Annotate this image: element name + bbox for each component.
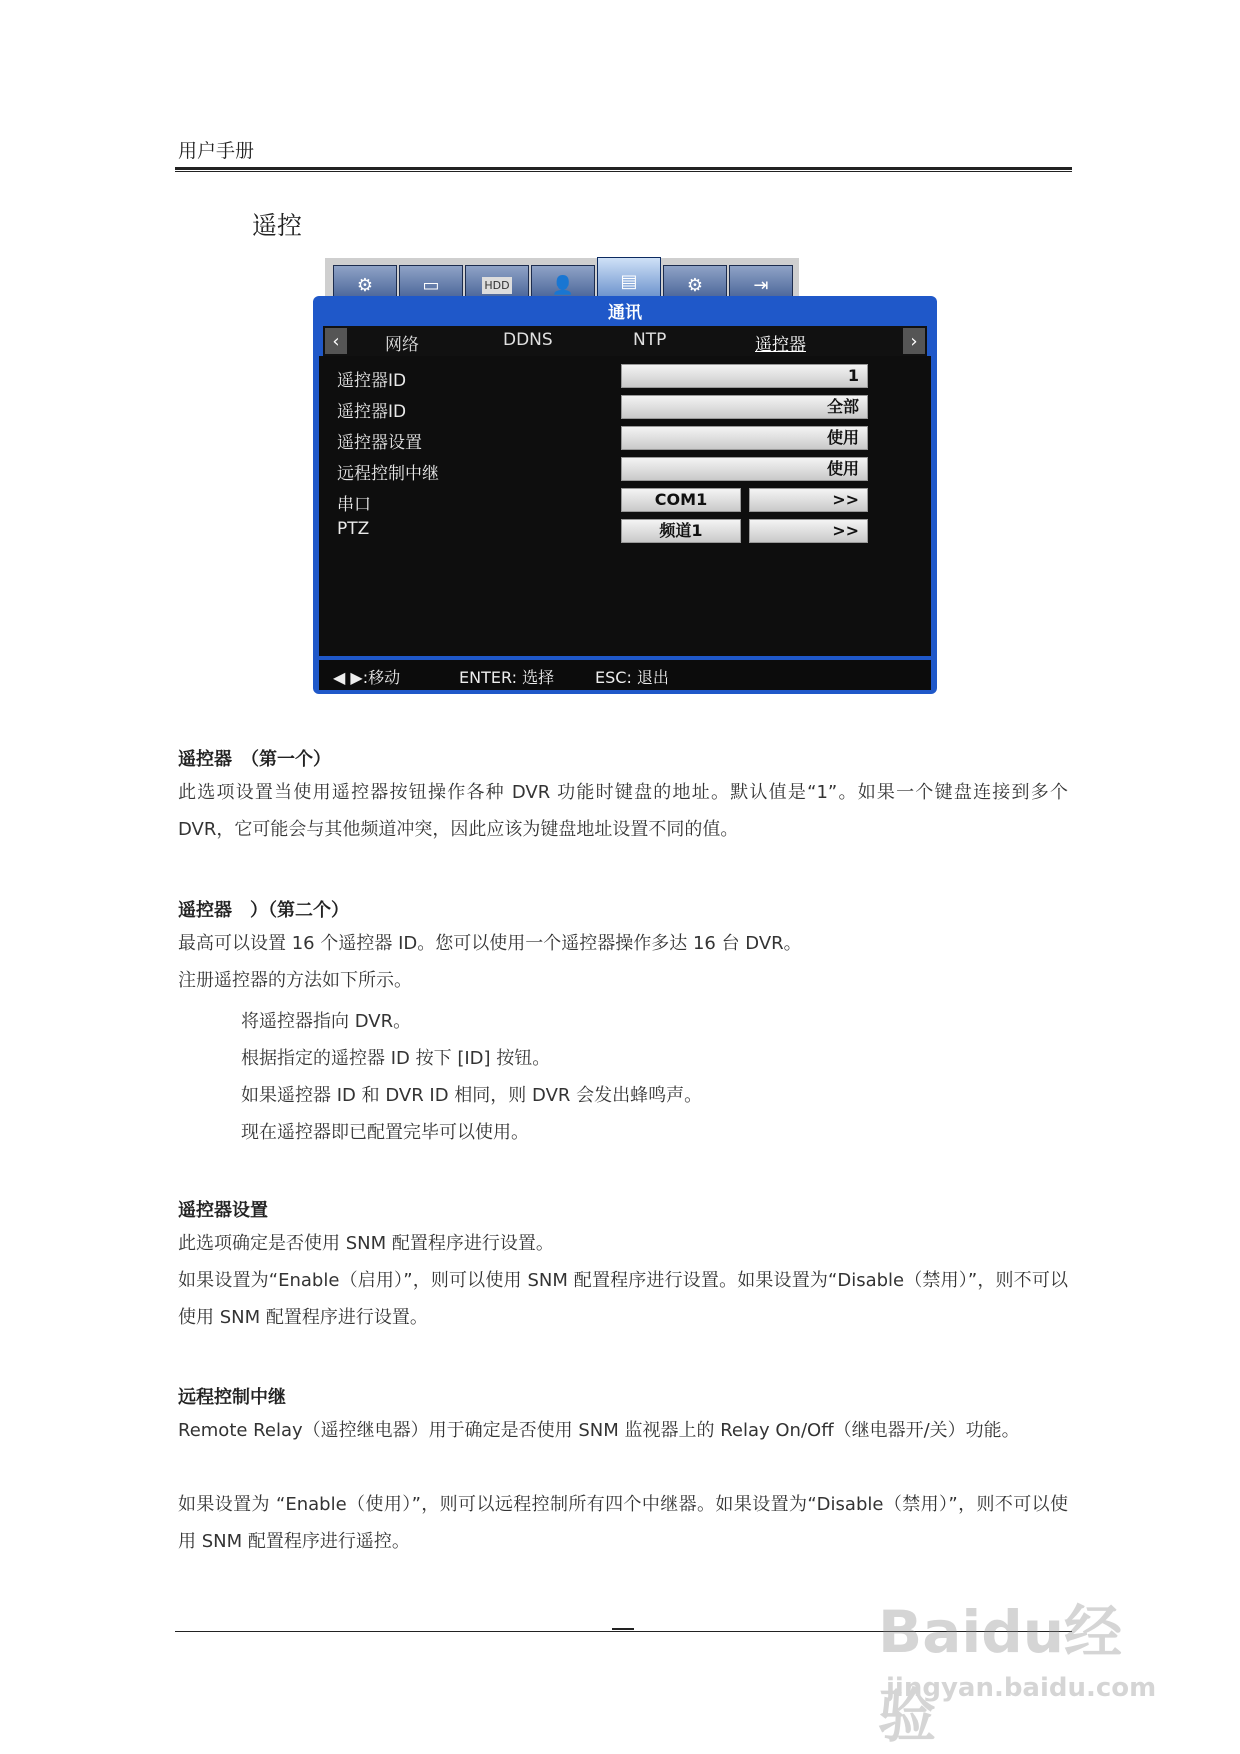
step-2: 根据指定的遥控器 ID 按下 [ID] 按钮。 [241, 1048, 551, 1069]
serial-port-more-button[interactable]: >> [749, 488, 868, 512]
para-remote-second-2: 注册遥控器的方法如下所示。 [178, 970, 412, 991]
tab-network-icon[interactable]: ▤ [597, 257, 661, 305]
remote-id-field[interactable]: 1 [621, 364, 868, 388]
panel-title: 通讯 [608, 303, 642, 323]
baidu-watermark [878, 1585, 1178, 1750]
row-label-serial-port: 串口 [337, 495, 371, 515]
subtab-ddns[interactable]: DDNS [503, 330, 553, 350]
header-title: 用户手册 [178, 140, 255, 162]
tab-monitor-icon[interactable]: ▭ [399, 265, 463, 305]
para-remote-first: 此选项设置当使用遥控器按钮操作各种 DVR 功能时键盘的地址。默认值是“1”。如果一个键盘连接到多个 DVR，它可能会与其他频道冲突，因此应该为键盘地址设置不同的值。 [178, 782, 1068, 840]
heading-remote-first: 遥控器 （第一个） [178, 749, 331, 770]
settings-body [319, 356, 931, 656]
subtab-remote[interactable]: 遥控器 [755, 335, 806, 355]
chevron-left-icon[interactable]: ‹ [325, 328, 347, 354]
heading-remote-setup: 遥控器设置 [178, 1200, 268, 1221]
heading-remote-relay: 远程控制中继 [178, 1387, 286, 1408]
status-enter: ENTER: 选择 [459, 668, 555, 687]
step-3: 如果遥控器 ID 和 DVR ID 相同，则 DVR 会发出蜂鸣声。 [241, 1085, 703, 1106]
para-remote-second-1: 最高可以设置 16 个遥控器 ID。您可以使用一个遥控器操作多达 16 台 DVR。 [178, 933, 802, 954]
tab-gear-icon[interactable]: ⚙ [333, 265, 397, 305]
chevron-right-icon[interactable]: › [903, 328, 925, 354]
section-title: 遥控 [252, 211, 303, 240]
subtab-network[interactable]: 网络 [385, 335, 419, 355]
row-label-remote-id-2: 遥控器ID [337, 402, 407, 422]
hdd-label: HDD [484, 278, 510, 292]
tab-exit-icon[interactable]: ⇥ [729, 265, 793, 305]
ptz-channel-field[interactable]: 频道1 [621, 519, 741, 543]
watermark-url: jingyan.baidu.com [886, 1673, 1157, 1703]
ptz-more-button[interactable]: >> [749, 519, 868, 543]
step-1: 将遥控器指向 DVR。 [241, 1011, 412, 1032]
header-rule [175, 167, 1072, 170]
serial-port-field[interactable]: COM1 [621, 488, 741, 512]
watermark-brand: Baidu经验 [878, 1598, 1123, 1750]
subtab-ntp[interactable]: NTP [633, 330, 667, 350]
remote-setup-field[interactable]: 使用 [621, 426, 868, 450]
remote-id-all-field[interactable]: 全部 [621, 395, 868, 419]
status-move: ◀ ▶:移动 [333, 668, 401, 687]
status-bar [319, 660, 931, 690]
tab-device-icon[interactable]: ⚙ [663, 265, 727, 305]
status-esc: ESC: 退出 [595, 668, 669, 687]
para-remote-setup-2: 如果设置为“Enable（启用）”，则可以使用 SNM 配置程序进行设置。如果设置为“Disable（禁用）”，则不可以使用 SNM 配置程序进行设置。 [178, 1270, 1068, 1328]
row-label-remote-relay: 远程控制中继 [337, 464, 439, 484]
step-4: 现在遥控器即已配置完毕可以使用。 [241, 1122, 529, 1143]
header-rule-thin [175, 171, 1072, 172]
heading-remote-second: 遥控器 ）（第二个） [178, 900, 349, 921]
tab-user-icon[interactable]: 👤 [531, 265, 595, 305]
remote-relay-field[interactable]: 使用 [621, 457, 868, 481]
row-label-remote-id-1: 遥控器ID [337, 371, 407, 391]
settings-panel [313, 296, 937, 694]
para-remote-setup-1: 此选项确定是否使用 SNM 配置程序进行设置。 [178, 1233, 554, 1254]
para-remote-relay-1: Remote Relay（遥控继电器）用于确定是否使用 SNM 监视器上的 Relay On/Off（继电器开/关）功能。 [178, 1420, 1020, 1441]
subtab-bar [323, 326, 927, 356]
row-label-ptz: PTZ [337, 519, 370, 539]
para-remote-relay-2: 如果设置为 “Enable（使用）”，则可以远程控制所有四个中继器。如果设置为“Disable（禁用）”，则不可以使用 SNM 配置程序进行遥控。 [178, 1494, 1068, 1552]
footer-dash [612, 1628, 634, 1630]
row-label-remote-setup: 遥控器设置 [337, 433, 422, 453]
dvr-menu-screenshot [313, 246, 937, 694]
